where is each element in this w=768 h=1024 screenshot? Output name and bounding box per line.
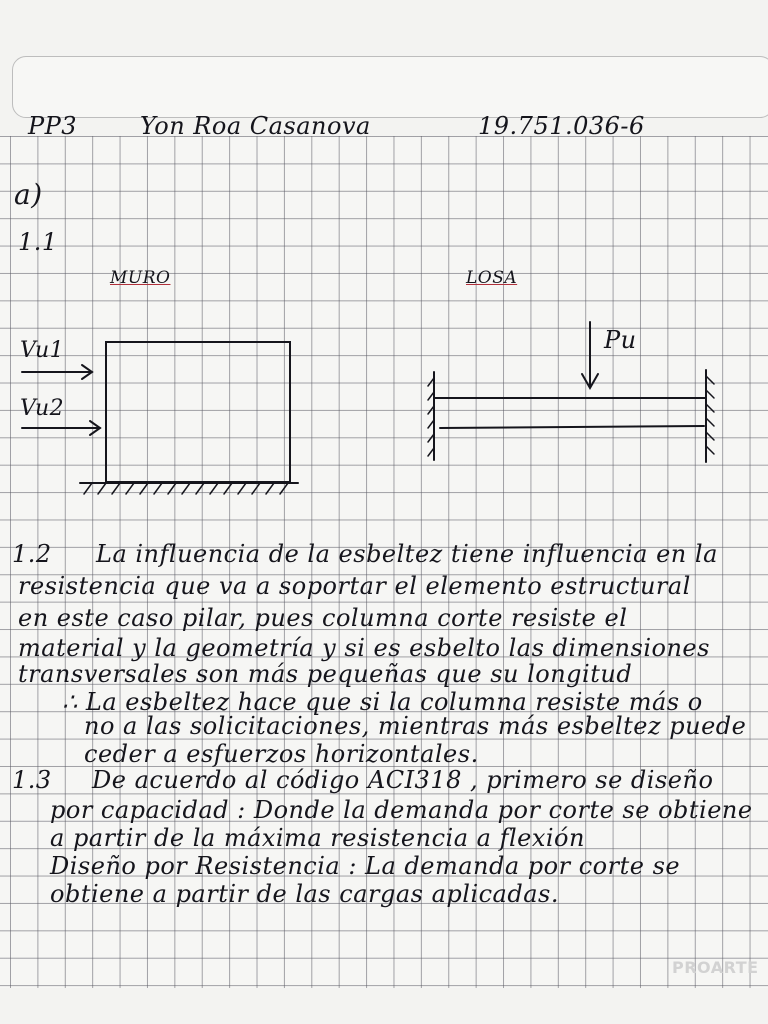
item-1-3-number: 1.3 [12,766,52,794]
item-1-2-line: transversales son más pequeñas que su longitud [18,660,633,688]
slab-bottom-edge [440,426,704,428]
header-id: 19.751.036-6 [478,112,645,140]
item-1-2-line: material y la geometría y si es esbelto las dimensiones [18,634,710,662]
load-pu-label: Pu [604,326,637,354]
item-1-3-line: por capacidad : Donde la demanda por corte se obtiene [50,796,753,824]
item-1-3-line: obtiene a partir de las cargas aplicadas. [50,880,559,908]
paper-brand-watermark: PROARTE [672,958,759,977]
item-1-3-line: Diseño por Resistencia : La demanda por corte se [50,852,681,880]
item-1-2-line: no a las solicitaciones, mientras más esbeltez puede [84,712,747,740]
section-a-label: a) [14,178,43,211]
item-1-2-line: La influencia de la esbeltez tiene influencia en la [96,540,718,568]
losa-label: LOSA [466,268,518,288]
header-code: PP3 [28,112,78,140]
item-1-3-line: De acuerdo al código ACI318 , primero se diseño [92,766,714,794]
load-vu2-label: Vu2 [20,396,65,421]
muro-label: MURO [110,268,171,288]
load-vu1-label: Vu1 [20,338,65,363]
item-1-2-line: ∴ La esbeltez hace que si la columna resiste más o [62,688,703,716]
item-1-2-line: ceder a esfuerzos horizontales. [84,740,479,768]
item-1-2-line: en este caso pilar, pues columna corte resiste el [18,604,628,632]
item-1-1-number: 1.1 [18,228,58,256]
item-1-2-line: resistencia que va a soportar el elemento estructural [18,572,691,600]
header-name: Yon Roa Casanova [140,112,371,140]
wall-sketch [106,342,290,482]
item-1-2-number: 1.2 [12,540,52,568]
item-1-3-line: a partir de la máxima resistencia a flexión [50,824,585,852]
